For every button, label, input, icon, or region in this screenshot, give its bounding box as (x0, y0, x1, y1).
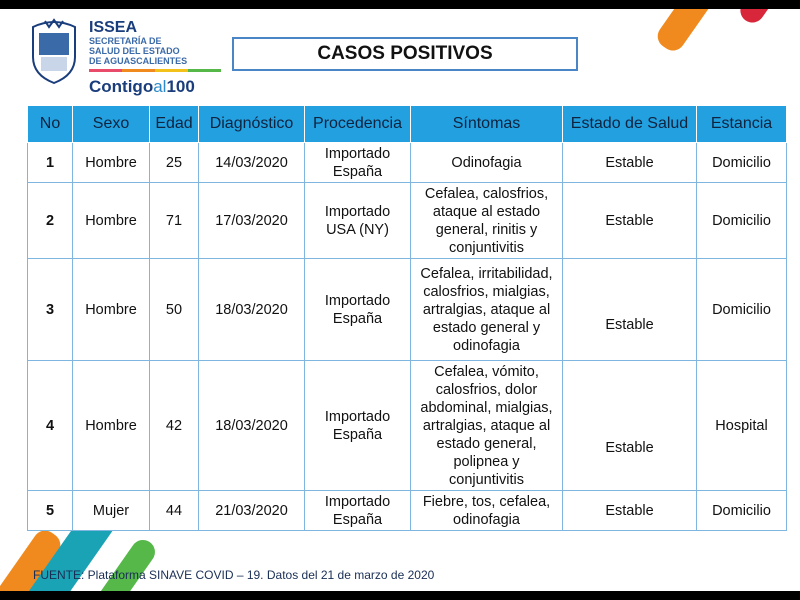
source-note: FUENTE: Plataforma SINAVE COVID – 19. Datos del 21 de marzo de 2020 (33, 568, 435, 582)
cell-edad: 50 (150, 259, 199, 361)
slogan (89, 77, 195, 97)
cell-sexo: Hombre (73, 183, 150, 259)
cell-sexo: Mujer (73, 491, 150, 531)
cell-sexo: Hombre (73, 259, 150, 361)
slogan-al: al (153, 77, 167, 96)
deco-stripe-red-top (736, 9, 779, 27)
table-header-row (28, 106, 787, 143)
column-header: No (28, 106, 73, 143)
cell-procedencia: Importado USA (NY) (305, 183, 411, 259)
column-header: Edad (150, 106, 199, 143)
cell-estancia: Domicilio (697, 491, 787, 531)
table-row (28, 143, 787, 183)
cell-sexo: Hombre (73, 143, 150, 183)
column-header: Diagnóstico (199, 106, 305, 143)
cell-estancia: Domicilio (697, 143, 787, 183)
cell-sintomas: Cefalea, calosfrios, ataque al estado general, rinitis y conjuntivitis (411, 183, 563, 259)
cell-edad: 44 (150, 491, 199, 531)
cases-table (27, 105, 787, 531)
cell-estancia: Domicilio (697, 259, 787, 361)
cell-procedencia: Importado España (305, 361, 411, 491)
org-line-3: DE AGUASCALIENTES (89, 56, 188, 66)
cell-sintomas: Fiebre, tos, cefalea, odinofagia (411, 491, 563, 531)
slide (0, 9, 800, 591)
cell-no: 1 (28, 143, 73, 183)
table-row (28, 361, 787, 491)
cell-diagnostico: 21/03/2020 (199, 491, 305, 531)
cell-diagnostico: 14/03/2020 (199, 143, 305, 183)
column-header: Sexo (73, 106, 150, 143)
page-title: CASOS POSITIVOS (232, 37, 578, 71)
column-header: Síntomas (411, 106, 563, 143)
cell-no: 2 (28, 183, 73, 259)
org-line-2: SALUD DEL ESTADO (89, 46, 180, 56)
cell-estado: Estable (563, 143, 697, 183)
table-row (28, 183, 787, 259)
cell-sintomas: Cefalea, irritabilidad, calosfrios, mialgias, artralgias, ataque al estado general y odinofagia (411, 259, 563, 361)
org-color-bar (89, 69, 221, 72)
coat-of-arms-icon (27, 17, 81, 85)
cell-estado: Estable (563, 183, 697, 259)
table-row (28, 491, 787, 531)
cell-diagnostico: 18/03/2020 (199, 259, 305, 361)
cell-estancia: Hospital (697, 361, 787, 491)
cell-edad: 71 (150, 183, 199, 259)
table-row (28, 259, 787, 361)
cell-no: 3 (28, 259, 73, 361)
column-header: Procedencia (305, 106, 411, 143)
cell-no: 4 (28, 361, 73, 491)
cell-estado: Estable (563, 491, 697, 531)
slogan-main: Contigo (89, 77, 154, 96)
cell-edad: 42 (150, 361, 199, 491)
column-header: Estado de Salud (563, 106, 697, 143)
org-line-1: SECRETARÍA DE (89, 36, 162, 46)
cell-procedencia: Importado España (305, 143, 411, 183)
cell-diagnostico: 18/03/2020 (199, 361, 305, 491)
cell-estancia: Domicilio (697, 183, 787, 259)
deco-stripe-orange-top (653, 9, 719, 55)
cell-sintomas: Odinofagia (411, 143, 563, 183)
org-name: ISSEA (89, 19, 138, 36)
cell-edad: 25 (150, 143, 199, 183)
org-logo (89, 20, 239, 72)
cell-sintomas: Cefalea, vómito, calosfrios, dolor abdominal, mialgias, artralgias, ataque al estado general, polipnea y conjuntivitis (411, 361, 563, 491)
cell-estado: Estable (563, 259, 697, 361)
cell-sexo: Hombre (73, 361, 150, 491)
cell-procedencia: Importado España (305, 259, 411, 361)
cell-procedencia: Importado España (305, 491, 411, 531)
cell-estado: Estable (563, 361, 697, 491)
cell-diagnostico: 17/03/2020 (199, 183, 305, 259)
column-header: Estancia (697, 106, 787, 143)
slogan-number: 100 (166, 77, 195, 96)
cell-no: 5 (28, 491, 73, 531)
